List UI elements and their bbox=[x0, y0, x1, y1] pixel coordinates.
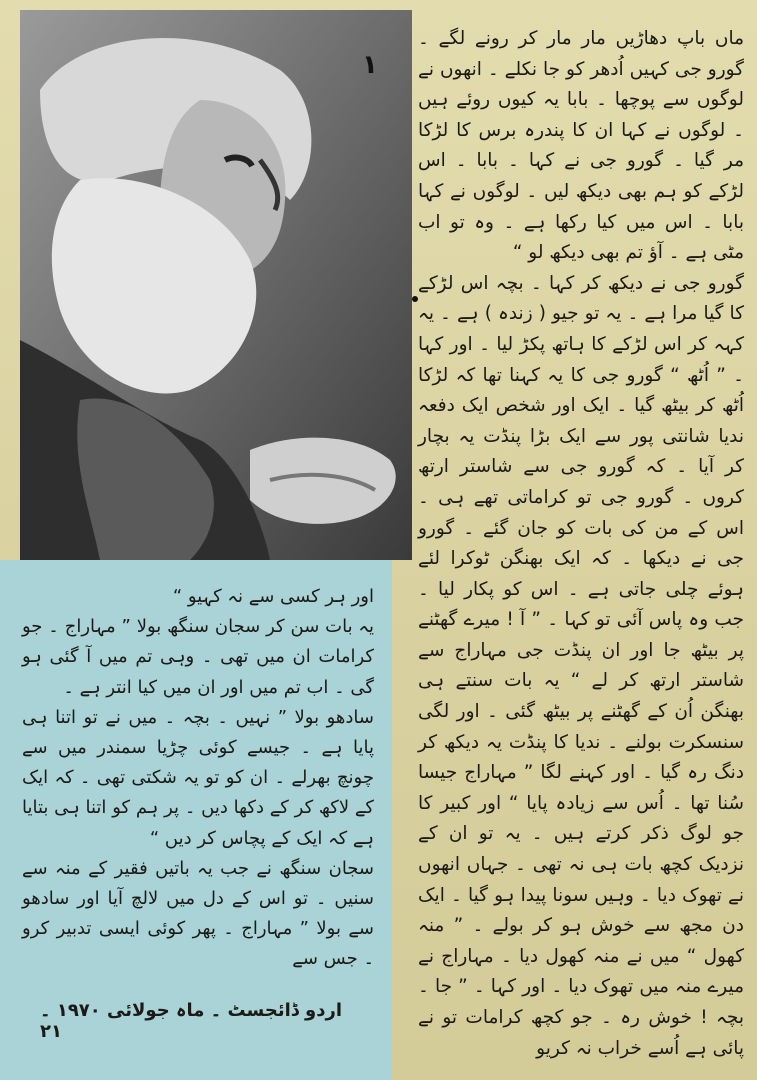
portrait-image bbox=[20, 10, 412, 560]
page-mark: ۱ bbox=[362, 50, 378, 80]
portrait-photo bbox=[20, 10, 412, 560]
left-text-column: اور ہر کسی سے نہ کہیو “ یہ بات سن کر سجان سنگھ بولا ” مہاراج ۔ جو کرامات ان میں تھی ۔ وہی تم میں آ گئی ہو گی ۔ اب تم میں اور ان میں کیا انتر ہے ۔ سادھو بولا ” نہیں ۔ بچہ ۔ میں نے تو اتنا ہی پایا ہے ۔ جیسے کوئی چڑیا سمندر میں سے چونچ بھرلے ۔ ان کو تو یہ شکتی تھی ۔ کہ ایک کے لاکھ کر کے دکھا دیں ۔ پر ہم کو اتنا ہی بتایا ہے کہ ایک کے پچاس کر دیں “ سجان سنگھ نے جب یہ باتیں فقیر کے منہ سے سنیں ۔ تو اس کے دل میں لالچ آیا اور سادھو سے بولا ” مہاراج ۔ پھر کوئی ایسی تدبیر کرو ۔ جس سے bbox=[22, 586, 374, 970]
right-text-column: ماں باپ دھاڑیں مار مار کر رونے لگے ۔ گورو جی کہیں اُدھر کو جا نکلے ۔ انھوں نے لوگوں سے پوچھا ۔ بابا یہ کیوں روئے ہیں ۔ لوگوں نے کہا ان کا پندرہ برس کا لڑکا مر گیا ۔ گورو جی نے کہا ۔ بابا ۔ اس لڑکے کو ہم بھی دیکھ لیں ۔ لوگوں نے کہا بابا ۔ اس میں کیا رکھا ہے ۔ وہ تو اب مٹی ہے ۔ آؤ تم بھی دیکھ لو “ گورو جی نے دیکھ کر کہا ۔ بچہ اس لڑکے کا گیا مرا ہے ۔ یہ تو جیو ( زندہ ) ہے ۔ یہ کہہ کر اس لڑکے کا ہاتھ پکڑ لیا ۔ اور کہا ۔ ” اُٹھ “ گورو جی کا یہ کہنا تھا کہ لڑکا اُٹھ کر بیٹھ گیا ۔ ایک اور شخص ایک دفعہ ندیا شانتی پور سے ایک بڑا پنڈت یہ بچار کر آیا ۔ کہ گورو جی سے شاستر ارتھ کروں ۔ گورو جی تو کراماتی تھے ہی ۔ اس کے من کی بات کو جان گئے ۔ گورو جی نے دیکھا ۔ کہ ایک بھنگن ٹوکرا لئے ہوئے چلی جاتی ہے ۔ اس کو پکار لیا ۔ جب وہ پاس آئی تو کہا ۔ ” آ ! میرے گھٹنے پر بیٹھ جا اور ان پنڈت جی مہاراج سے شاستر ارتھ کر لے “ یہ بات سنتے ہی بھنگن اُن کے گھٹنے پر بیٹھ گئی ۔ اور لگی سنسکرت بولنے ۔ ندیا کا پنڈت یہ دیکھ کر دنگ رہ گیا ۔ اور کہنے لگا ” مہاراج جیسا سُنا تھا ۔ اُس سے زیادہ پایا “ اور کبیر کا جو لوگ ذکر کرتے ہیں ۔ یہ تو ان کے نزدیک کچھ بات ہی نہ تھی ۔ جہاں انھوں نے تھوک دیا ۔ وہیں سونا پیدا ہو گیا ۔ ایک دن مجھ سے خوش ہو کر بولے ۔ ” منہ کھول “ میں نے منہ کھول دیا ۔ مہاراج نے میرے منہ میں تھوک دیا ۔ اور کہا ۔ ” جا ۔ بچہ ! خوش رہ ۔ جو کچھ کرامات تو نے پائی ہے اُسے خراب نہ کریو bbox=[418, 28, 744, 1059]
page-footer: اردو ڈائجسٹ ۔ ماہ جولائی ۱۹۷۰ ۔ ۲۱ bbox=[40, 1000, 342, 1042]
bullet-dot bbox=[412, 296, 418, 302]
